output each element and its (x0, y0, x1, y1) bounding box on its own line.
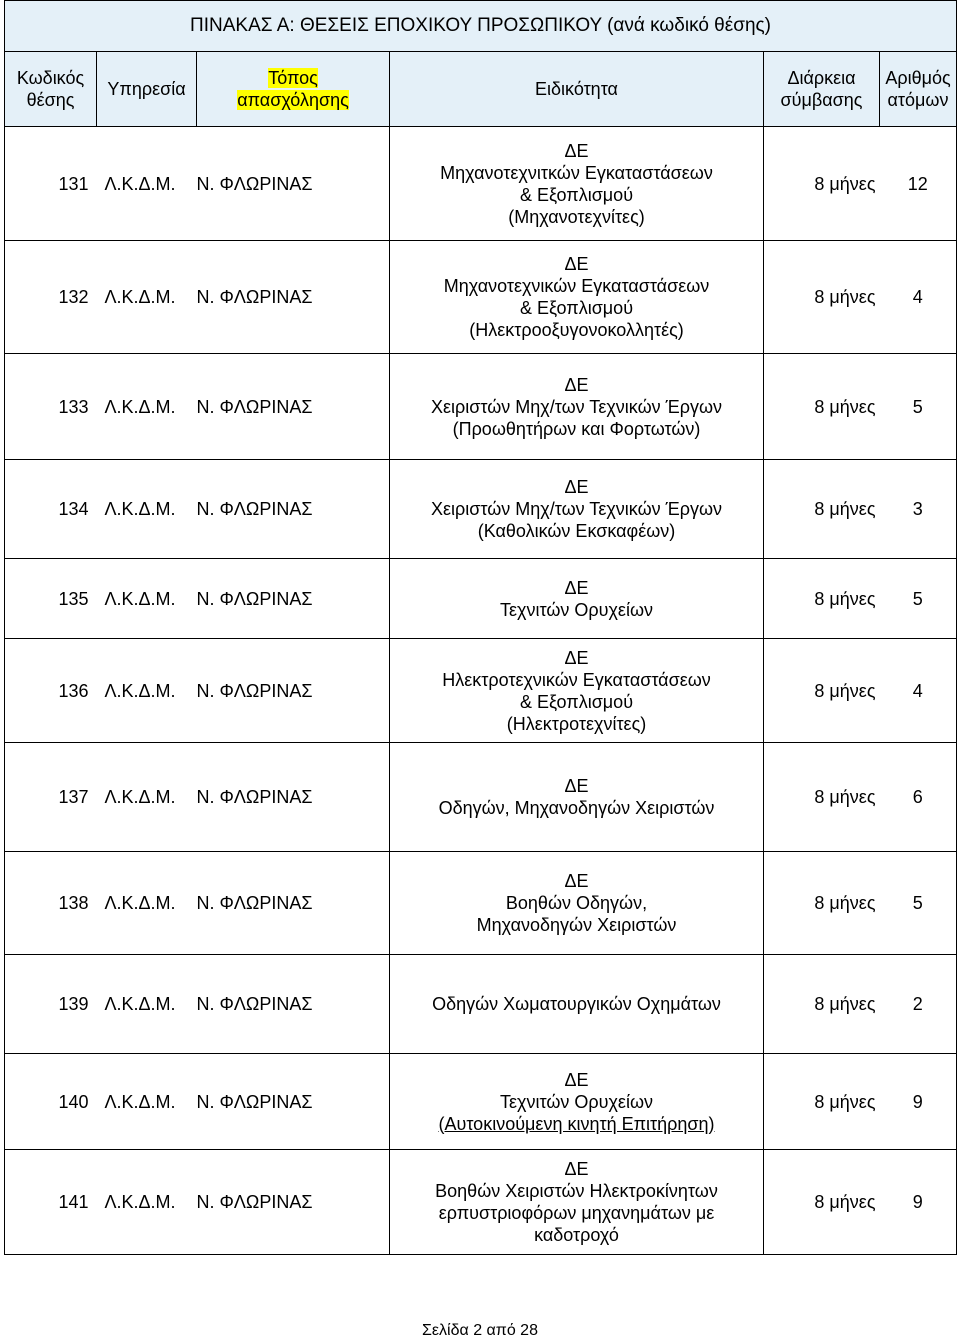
position-code: 135 (5, 559, 97, 639)
table-row (5, 1150, 957, 1255)
specialty-line: (Μηχανοτεχνίτες) (508, 206, 645, 227)
work-location: Ν. ΦΛΩΡΙΝΑΣ (197, 852, 390, 955)
table-row (5, 955, 957, 1054)
persons-count: 5 (880, 559, 957, 639)
contract-duration: 8 μήνες (764, 127, 880, 241)
specialty-cell (390, 460, 764, 559)
specialty-line: ερπυστριοφόρων μηχανημάτων με (438, 1203, 715, 1223)
specialty-line: Ηλεκτροτεχνικών Εγκαταστάσεων (442, 669, 711, 690)
specialty-line: ΔΕ (564, 871, 589, 891)
contract-duration: 8 μήνες (764, 559, 880, 639)
persons-count: 12 (880, 127, 957, 241)
service-name: Λ.Κ.Δ.Μ. (97, 852, 197, 955)
page-footer: Σελίδα 2 από 28 (422, 1322, 538, 1339)
specialty-line: & Εξοπλισμού (519, 691, 634, 712)
work-location: Ν. ΦΛΩΡΙΝΑΣ (197, 354, 390, 460)
service-name: Λ.Κ.Δ.Μ. (97, 1054, 197, 1150)
specialty-line: ΔΕ (564, 254, 589, 274)
persons-count: 5 (880, 852, 957, 955)
specialty-line: (Ηλεκτροοξυγονοκολλητές) (469, 320, 684, 340)
specialty-line: Μηχανοτεχνιτκών Εγκαταστάσεων (440, 162, 713, 183)
table-row (5, 639, 957, 743)
position-code: 132 (5, 241, 97, 354)
position-code: 136 (5, 639, 97, 743)
service-name: Λ.Κ.Δ.Μ. (97, 639, 197, 743)
table-row (5, 460, 957, 559)
specialty-line: Οδηγών, Μηχανοδηγών Χειριστών (438, 798, 715, 818)
specialty-cell (390, 1054, 764, 1150)
specialty-line: ΔΕ (564, 477, 589, 497)
specialty-cell (390, 852, 764, 955)
specialty-line: ΔΕ (564, 647, 589, 668)
specialty-line: ΔΕ (564, 374, 589, 395)
table-row (5, 559, 957, 639)
contract-duration: 8 μήνες (764, 852, 880, 955)
header-row (5, 52, 957, 127)
specialty-line: Μηχανοδηγών Χειριστών (476, 915, 677, 935)
persons-count: 4 (880, 241, 957, 354)
service-name: Λ.Κ.Δ.Μ. (97, 559, 197, 639)
contract-duration: 8 μήνες (764, 743, 880, 852)
work-location: Ν. ΦΛΩΡΙΝΑΣ (197, 241, 390, 354)
work-location: Ν. ΦΛΩΡΙΝΑΣ (197, 1054, 390, 1150)
work-location: Ν. ΦΛΩΡΙΝΑΣ (197, 460, 390, 559)
position-code: 139 (5, 955, 97, 1054)
work-location: Ν. ΦΛΩΡΙΝΑΣ (197, 559, 390, 639)
table-row (5, 354, 957, 460)
header-service: Υπηρεσία (97, 52, 197, 127)
specialty-cell (390, 955, 764, 1054)
persons-count: 6 (880, 743, 957, 852)
service-name: Λ.Κ.Δ.Μ. (97, 460, 197, 559)
contract-duration: 8 μήνες (764, 241, 880, 354)
specialty-cell (390, 127, 764, 241)
specialty-line: (Αυτοκινούμενη κινητή Επιτήρηση) (438, 1113, 715, 1134)
persons-count: 5 (880, 354, 957, 460)
specialty-line: καδοτροχό (534, 1225, 619, 1245)
specialty-line: Χειριστών Μηχ/των Τεχνικών Έργων (430, 396, 723, 417)
service-name: Λ.Κ.Δ.Μ. (97, 241, 197, 354)
specialty-cell (390, 639, 764, 743)
specialty-cell (390, 559, 764, 639)
specialty-cell (390, 1150, 764, 1255)
specialty-line: ΔΕ (564, 776, 589, 796)
persons-count: 9 (880, 1150, 957, 1255)
specialty-line: Τεχνιτών Ορυχείων (499, 1091, 653, 1112)
persons-count: 4 (880, 639, 957, 743)
specialty-line: Βοηθών Οδηγών, (505, 893, 648, 913)
header-location: Τόπος απασχόλησης (197, 52, 390, 127)
specialty-line: & Εξοπλισμού (519, 298, 634, 318)
specialty-line: ΔΕ (564, 577, 589, 598)
specialty-cell (390, 241, 764, 354)
position-code: 137 (5, 743, 97, 852)
work-location: Ν. ΦΛΩΡΙΝΑΣ (197, 743, 390, 852)
service-name: Λ.Κ.Δ.Μ. (97, 955, 197, 1054)
table-row (5, 743, 957, 852)
service-name: Λ.Κ.Δ.Μ. (97, 1150, 197, 1255)
position-code: 138 (5, 852, 97, 955)
specialty-line: ΔΕ (564, 1159, 589, 1179)
table-body (5, 127, 957, 1255)
table-row (5, 241, 957, 354)
work-location: Ν. ΦΛΩΡΙΝΑΣ (197, 1150, 390, 1255)
contract-duration: 8 μήνες (764, 1054, 880, 1150)
specialty-line: ΔΕ (564, 140, 589, 161)
specialty-line: Βοηθών Χειριστών Ηλεκτροκίνητων (435, 1181, 718, 1201)
work-location: Ν. ΦΛΩΡΙΝΑΣ (197, 955, 390, 1054)
persons-count: 3 (880, 460, 957, 559)
contract-duration: 8 μήνες (764, 1150, 880, 1255)
persons-count: 9 (880, 1054, 957, 1150)
header-code: Κωδικός θέσης (5, 52, 97, 127)
position-code: 131 (5, 127, 97, 241)
specialty-line: Οδηγών Χωματουργικών Οχημάτων (432, 994, 721, 1014)
work-location: Ν. ΦΛΩΡΙΝΑΣ (197, 639, 390, 743)
persons-count: 2 (880, 955, 957, 1054)
table-row (5, 127, 957, 241)
service-name: Λ.Κ.Δ.Μ. (97, 743, 197, 852)
contract-duration: 8 μήνες (764, 460, 880, 559)
specialty-line: & Εξοπλισμού (519, 184, 634, 205)
table-row (5, 1054, 957, 1150)
service-name: Λ.Κ.Δ.Μ. (97, 127, 197, 241)
table-row (5, 852, 957, 955)
contract-duration: 8 μήνες (764, 639, 880, 743)
specialty-line: ΔΕ (564, 1069, 589, 1090)
position-code: 133 (5, 354, 97, 460)
position-code: 134 (5, 460, 97, 559)
specialty-line: (Προωθητήρων και Φορτωτών) (452, 418, 701, 439)
work-location: Ν. ΦΛΩΡΙΝΑΣ (197, 127, 390, 241)
specialty-line: (Καθολικών Εκσκαφέων) (477, 521, 676, 541)
positions-table (4, 0, 957, 1255)
positions-table-sheet (4, 0, 956, 1255)
specialty-line: Χειριστών Μηχ/των Τεχνικών Έργων (430, 499, 723, 519)
header-duration: Διάρκεια σύμβασης (764, 52, 880, 127)
specialty-cell (390, 743, 764, 852)
position-code: 141 (5, 1150, 97, 1255)
service-name: Λ.Κ.Δ.Μ. (97, 354, 197, 460)
header-specialty: Ειδικότητα (390, 52, 764, 127)
specialty-cell (390, 354, 764, 460)
contract-duration: 8 μήνες (764, 354, 880, 460)
title-row (5, 1, 957, 52)
contract-duration: 8 μήνες (764, 955, 880, 1054)
specialty-line: Τεχνιτών Ορυχείων (499, 599, 653, 620)
header-count: Αριθμός ατόμων (880, 52, 957, 127)
table-title: ΠΙΝΑΚΑΣ Α: ΘΕΣΕΙΣ ΕΠΟΧΙΚΟΥ ΠΡΟΣΩΠΙΚΟΥ (ανά κωδικό θέσης) (5, 1, 957, 52)
specialty-line: Μηχανοτεχνικών Εγκαταστάσεων (443, 276, 710, 296)
specialty-line: (Ηλεκτροτεχνίτες) (506, 713, 647, 734)
position-code: 140 (5, 1054, 97, 1150)
